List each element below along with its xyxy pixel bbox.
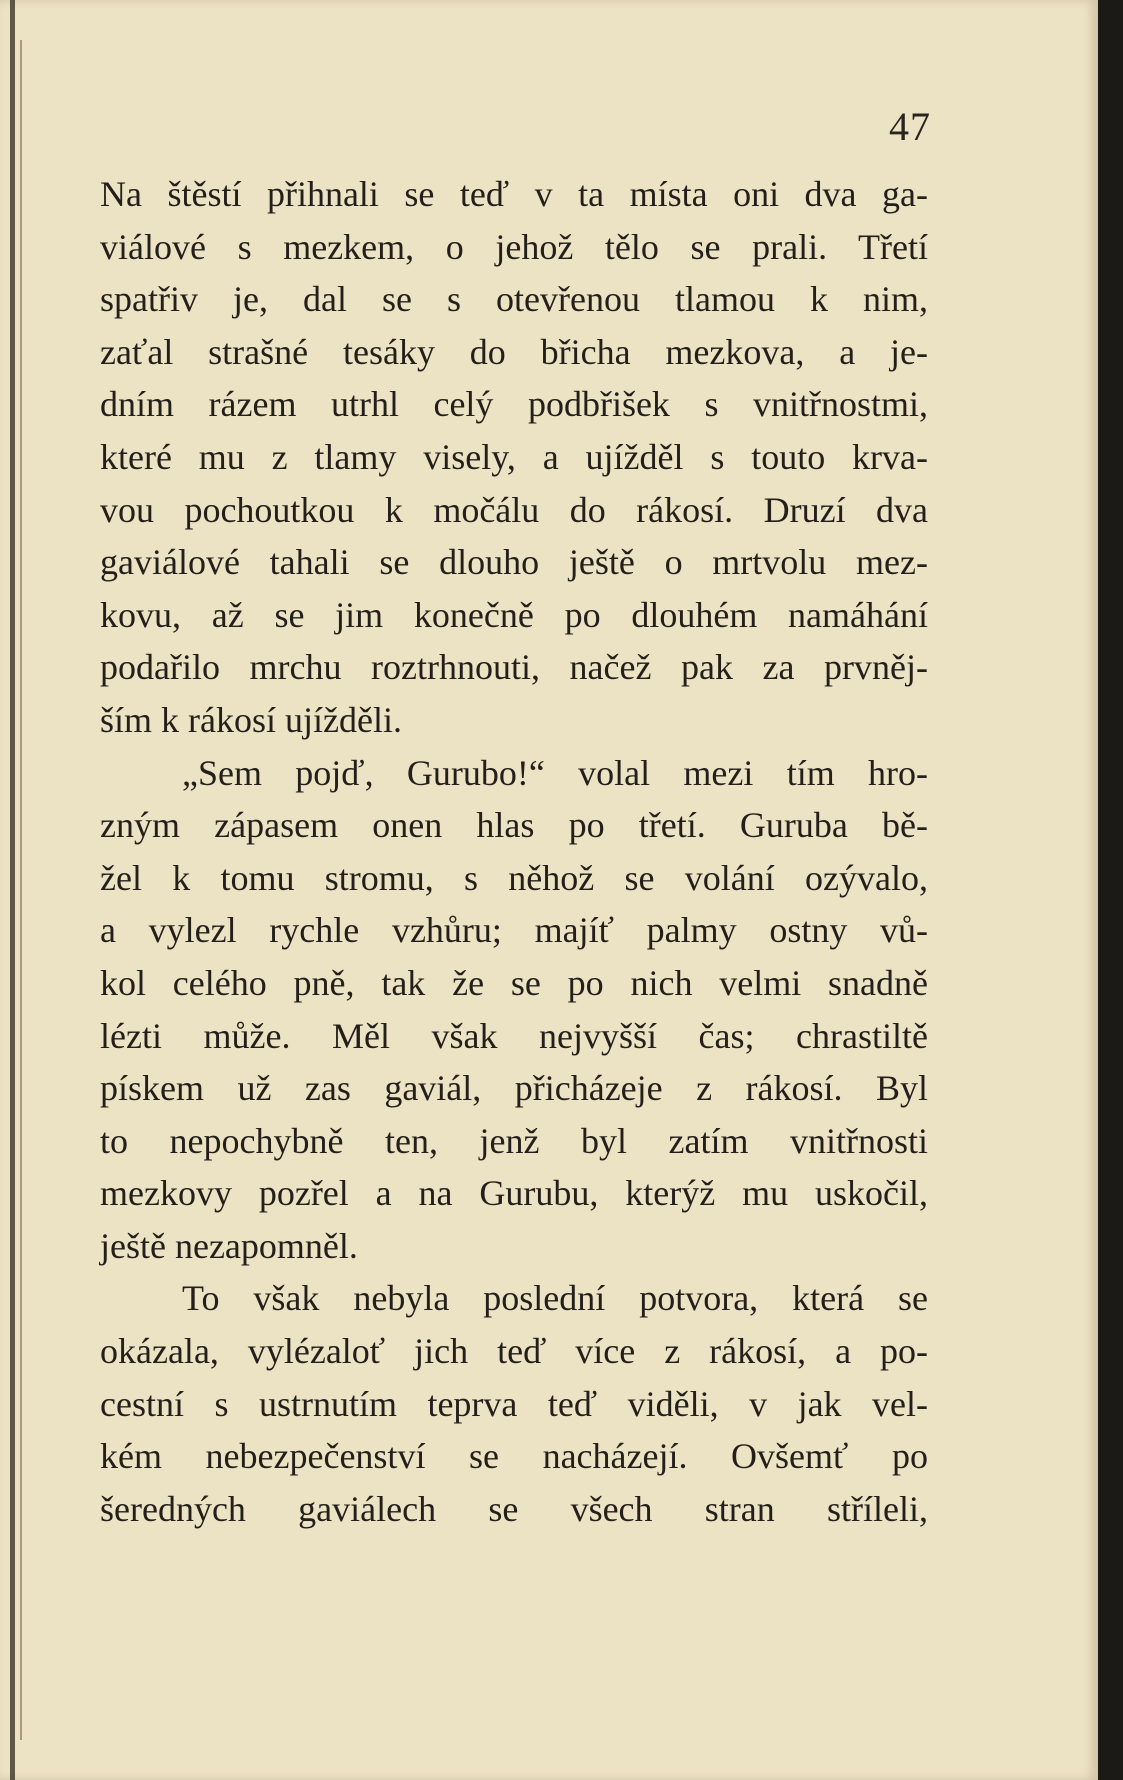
text-line: To však nebyla poslední potvora, která se: [182, 1278, 928, 1319]
text-line: to nepochybně ten, jenž byl zatím vnitřnosti: [100, 1120, 928, 1161]
text-line: Na štěstí přihnali se teď v ta místa oni dva ga-: [100, 174, 928, 214]
text-line: kém nebezpečenství se nacházejí. Ovšemť po: [100, 1436, 928, 1477]
text-line: kol celého pně, tak že se po nich velmi snadně: [100, 962, 928, 1003]
page-number: 47: [889, 104, 931, 149]
text-line: pískem už zas gaviál, přicházeje z rákosí. Byl: [100, 1068, 928, 1109]
text-line: ještě nezapomněl.: [100, 1225, 358, 1266]
text-line: žel k tomu stromu, s něhož se volání ozývalo,: [100, 857, 928, 898]
text-line: „Sem pojď, Gurubo!“ volal mezi tím hro-: [182, 752, 928, 793]
text-line: a vylezl rychle vzhůru; majíť palmy ostny vů-: [100, 910, 928, 951]
text-line: které mu z tlamy visely, a ujížděl s touto krva-: [100, 436, 928, 477]
body-text: [100, 168, 928, 1535]
text-line: okázala, vylézaloť jich teď více z rákosí, a po-: [100, 1331, 928, 1372]
text-line: lézti může. Měl však nejvyšší čas; chrastiltě: [100, 1015, 928, 1056]
text-line: cestní s ustrnutím teprva teď viděli, v jak vel-: [100, 1383, 928, 1424]
text-line: viálové s mezkem, o jehož tělo se prali. Třetí: [100, 226, 928, 267]
text-line: zaťal strašné tesáky do břicha mezkova, a je-: [100, 331, 928, 372]
text-line: zným zápasem onen hlas po třetí. Guruba bě-: [100, 805, 928, 846]
text-line: dním rázem utrhl celý podbřišek s vnitřnostmi,: [100, 384, 928, 425]
binding-shadow: [20, 40, 22, 1740]
text-line: podařilo mrchu roztrhnouti, načež pak za prvněj-: [100, 647, 928, 688]
text-line: vou pochoutkou k močálu do rákosí. Druzí dva: [100, 489, 928, 530]
text-line: ším k rákosí ujížděli.: [100, 699, 402, 740]
text-line: gaviálové tahali se dlouho ještě o mrtvolu mez-: [100, 542, 928, 583]
text-line: šeredných gaviálech se všech stran stříleli,: [100, 1488, 928, 1529]
text-line: mezkovy pozřel a na Gurubu, kterýž mu uskočil,: [100, 1173, 928, 1214]
binding-edge: [10, 0, 15, 1780]
text-line: kovu, až se jim konečně po dlouhém namáhání: [100, 594, 928, 635]
text-line: spatřiv je, dal se s otevřenou tlamou k nim,: [100, 279, 928, 320]
